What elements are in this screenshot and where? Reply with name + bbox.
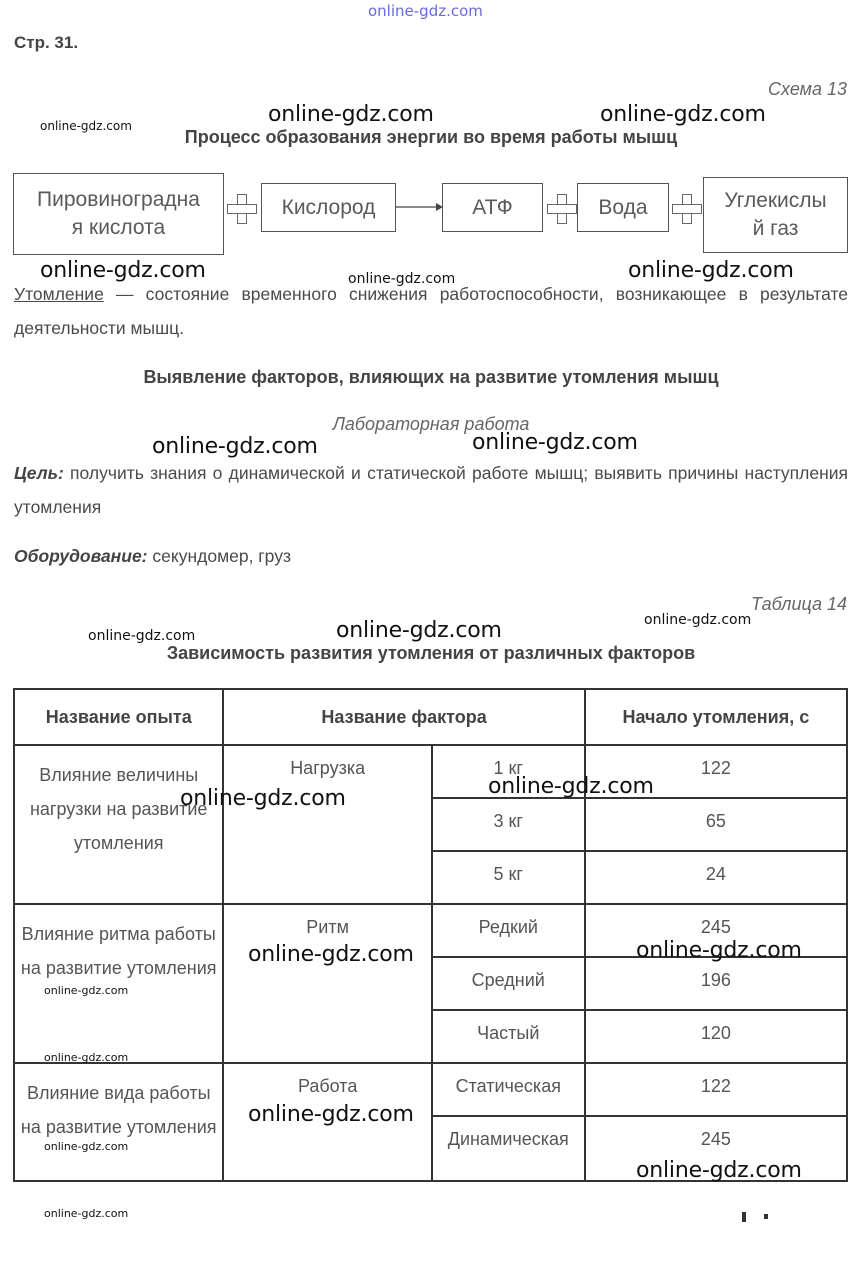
factor-level: 3 кг	[432, 798, 585, 851]
results-table	[13, 688, 848, 1182]
factor-level: Редкий	[432, 904, 585, 957]
lab-label: Лабораторная работа	[332, 414, 530, 434]
fatigue-value: 120	[585, 1010, 847, 1063]
watermark: online-gdz.com	[348, 271, 456, 287]
header-factor: Название фактора	[223, 689, 584, 745]
watermark: online-gdz.com	[644, 612, 752, 628]
fatigue-value: 122	[585, 1063, 847, 1116]
definition-paragraph	[14, 277, 848, 345]
watermark: online-gdz.com	[472, 430, 638, 455]
table-title: Зависимость развития утомления от различных факторов	[166, 643, 696, 663]
scheme-box-carbon-dioxide	[703, 177, 848, 253]
page-label: Стр. 31.	[14, 33, 79, 52]
experiment-name: Влияние вида работы на развитие утомления	[14, 1063, 223, 1181]
box-line: Пировиноградна	[37, 188, 200, 211]
scheme-box-water: Вода	[577, 183, 669, 232]
box-line: я кислота	[71, 216, 166, 239]
goal-text: получить знания о динамической и статической работе мышц; выявить причины наступления утомления	[14, 463, 848, 517]
section-title: Выявление факторов, влияющих на развитие утомления мышц	[143, 367, 719, 387]
watermark: online-gdz.com	[636, 938, 802, 963]
definition-term: Утомление	[14, 284, 104, 304]
table-label: Таблица 14	[750, 594, 847, 614]
watermark: online-gdz.com	[44, 984, 129, 997]
watermark: online-gdz.com	[152, 434, 318, 459]
factor-level: 5 кг	[432, 851, 585, 904]
plus-icon	[227, 194, 257, 224]
watermark: online-gdz.com	[88, 628, 196, 644]
table-row	[14, 1063, 847, 1116]
factor-name: Нагрузка	[223, 745, 431, 904]
box-line: Углекислы	[724, 189, 827, 212]
fatigue-value: 196	[585, 957, 847, 1010]
factor-name: Ритм	[223, 904, 431, 1063]
header-experiment: Название опыта	[14, 689, 223, 745]
factor-level: Частый	[432, 1010, 585, 1063]
factor-level: Статическая	[432, 1063, 585, 1116]
equipment-label: Оборудование:	[14, 546, 148, 566]
scheme-box-oxygen: Кислород	[261, 183, 396, 232]
fatigue-value: 65	[585, 798, 847, 851]
plus-icon	[547, 194, 577, 224]
factor-level: 1 кг	[432, 745, 585, 798]
table-row	[14, 745, 847, 798]
scheme-label: Схема 13	[768, 79, 847, 99]
watermark: online-gdz.com	[248, 942, 414, 967]
watermark-top: online-gdz.com	[368, 2, 483, 20]
watermark: online-gdz.com	[268, 102, 434, 127]
scheme-box-atp: АТФ	[442, 183, 543, 232]
watermark: online-gdz.com	[628, 258, 794, 283]
scheme-box-pyruvic-acid	[13, 173, 224, 255]
watermark: online-gdz.com	[600, 102, 766, 127]
equipment-text: секундомер, груз	[147, 546, 291, 566]
definition-text: — состояние временного снижения работоспособности, возникающее в результате деятельности мышц.	[14, 284, 848, 338]
header-fatigue-start: Начало утомления, с	[585, 689, 847, 745]
watermark: online-gdz.com	[40, 258, 206, 283]
watermark: online-gdz.com	[180, 786, 346, 811]
fatigue-value: 245	[585, 904, 847, 957]
equipment-paragraph	[14, 539, 848, 573]
fatigue-value: 24	[585, 851, 847, 904]
plus-icon	[672, 194, 702, 224]
goal-label: Цель:	[14, 463, 64, 483]
watermark: online-gdz.com	[336, 618, 502, 643]
arrow-right-icon	[396, 198, 444, 216]
experiment-name: Влияние ритма работы на развитие утомления	[14, 904, 223, 1063]
page-mark	[764, 1214, 768, 1219]
watermark: online-gdz.com	[44, 1207, 129, 1220]
box-line: й газ	[752, 217, 799, 240]
fatigue-value: 122	[585, 745, 847, 798]
watermark: online-gdz.com	[44, 1051, 129, 1064]
factor-level: Динамическая	[432, 1116, 585, 1181]
watermark: online-gdz.com	[248, 1102, 414, 1127]
fatigue-value: 245	[585, 1116, 847, 1181]
watermark: online-gdz.com	[636, 1158, 802, 1183]
factor-level: Средний	[432, 957, 585, 1010]
experiment-name: Влияние величины нагрузки на развитие утомления	[14, 745, 223, 904]
scheme-title: Процесс образования энергии во время работы мышц	[184, 127, 678, 147]
factor-name: Работа	[223, 1063, 431, 1181]
goal-paragraph	[14, 456, 848, 524]
page-mark	[742, 1212, 746, 1222]
watermark: online-gdz.com	[44, 1140, 129, 1153]
watermark: online-gdz.com	[40, 119, 132, 133]
table-header-row	[14, 689, 847, 745]
watermark: online-gdz.com	[488, 774, 654, 799]
